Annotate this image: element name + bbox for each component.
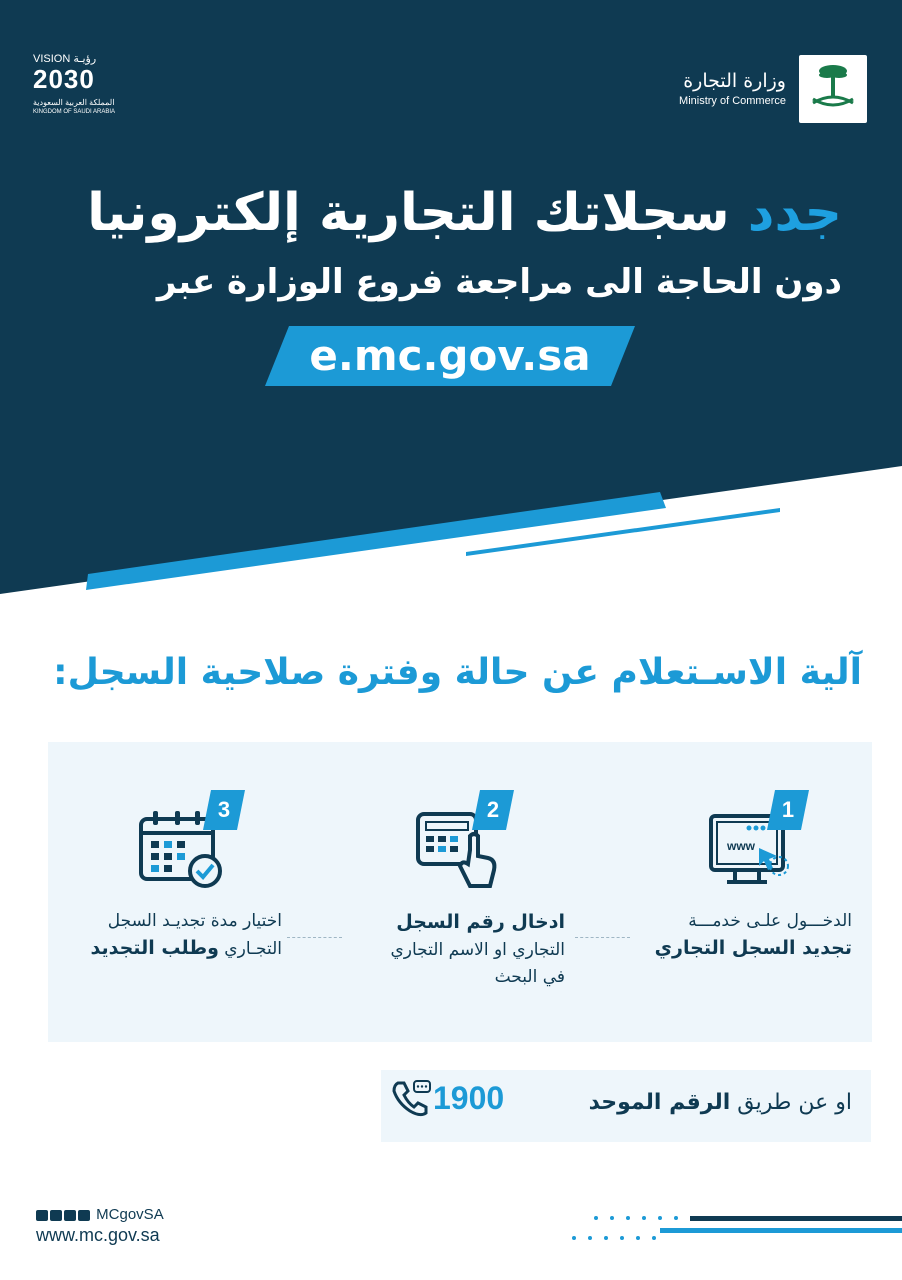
step-1-line2: تجديد السجل التجاري	[654, 937, 852, 960]
hero-headline	[87, 185, 842, 242]
step-1-line1: الدخـــول علـى خدمـــة	[688, 911, 852, 931]
step-1-text	[655, 908, 852, 964]
step-divider	[575, 937, 630, 938]
social-handle-row	[36, 1206, 164, 1223]
website-link[interactable]: www.mc.gov.sa	[36, 1225, 160, 1245]
step-2-line1: ادخال رقم السجل	[396, 911, 565, 933]
step-3-number: 3	[217, 797, 231, 822]
instagram-icon[interactable]	[64, 1210, 76, 1221]
headline-accent: جدد	[747, 183, 842, 243]
phone-bold-label: الرقم الموحد	[588, 1090, 731, 1115]
vision-country-ar: المملكة العربية السعودية	[33, 98, 115, 107]
step-2-line2: التجاري او الاسم التجاري	[390, 940, 565, 961]
ministry-name-ar: وزارة التجارة	[683, 70, 786, 92]
vision-year: 2030	[33, 64, 95, 94]
social-handle[interactable]: MCgovSA	[96, 1206, 164, 1223]
step-2-line3: في البحث	[494, 966, 565, 987]
phone-prefix: او عن طريق	[730, 1090, 852, 1115]
portal-url-link[interactable]: e.mc.gov.sa	[309, 331, 591, 380]
footer-decoration	[560, 1208, 902, 1248]
vision-country-en: KINGDOM OF SAUDI ARABIA	[33, 109, 116, 115]
step-3-line1: اختيار مدة تجديـد السجل	[107, 911, 282, 931]
section-title: آلية الاسـتعلام عن حالة وفترة صلاحية السجل:	[53, 652, 862, 693]
ministry-name-en: Ministry of Commerce	[679, 95, 786, 107]
phone-chat-icon	[390, 1077, 432, 1119]
hero-subline: دون الحاجة الى مراجعة فروع الوزارة عبر	[156, 262, 842, 302]
step-3-line2-regular: التجـاري	[218, 939, 282, 960]
unified-number[interactable]: 1900	[433, 1080, 505, 1116]
step-3-text	[91, 908, 282, 964]
phone-text	[589, 1090, 852, 1115]
ministry-emblem-icon	[799, 55, 867, 123]
headline-rest: سجلاتك التجارية إلكترونيا	[87, 183, 730, 243]
facebook-icon[interactable]	[50, 1210, 62, 1221]
steps-panel	[48, 742, 872, 1042]
youtube-icon[interactable]	[78, 1210, 90, 1221]
twitter-icon[interactable]	[36, 1210, 48, 1221]
step-3-line2-bold: وطلب التجديد	[90, 937, 219, 960]
step-2-text	[390, 908, 565, 990]
vision-2030-logo	[33, 52, 133, 127]
step-2-number: 2	[486, 797, 500, 822]
svg-text:www: www	[727, 839, 756, 853]
vision-word: VISION رؤيـة	[33, 53, 97, 65]
step-divider	[287, 937, 342, 938]
step-1-number: 1	[781, 797, 795, 822]
